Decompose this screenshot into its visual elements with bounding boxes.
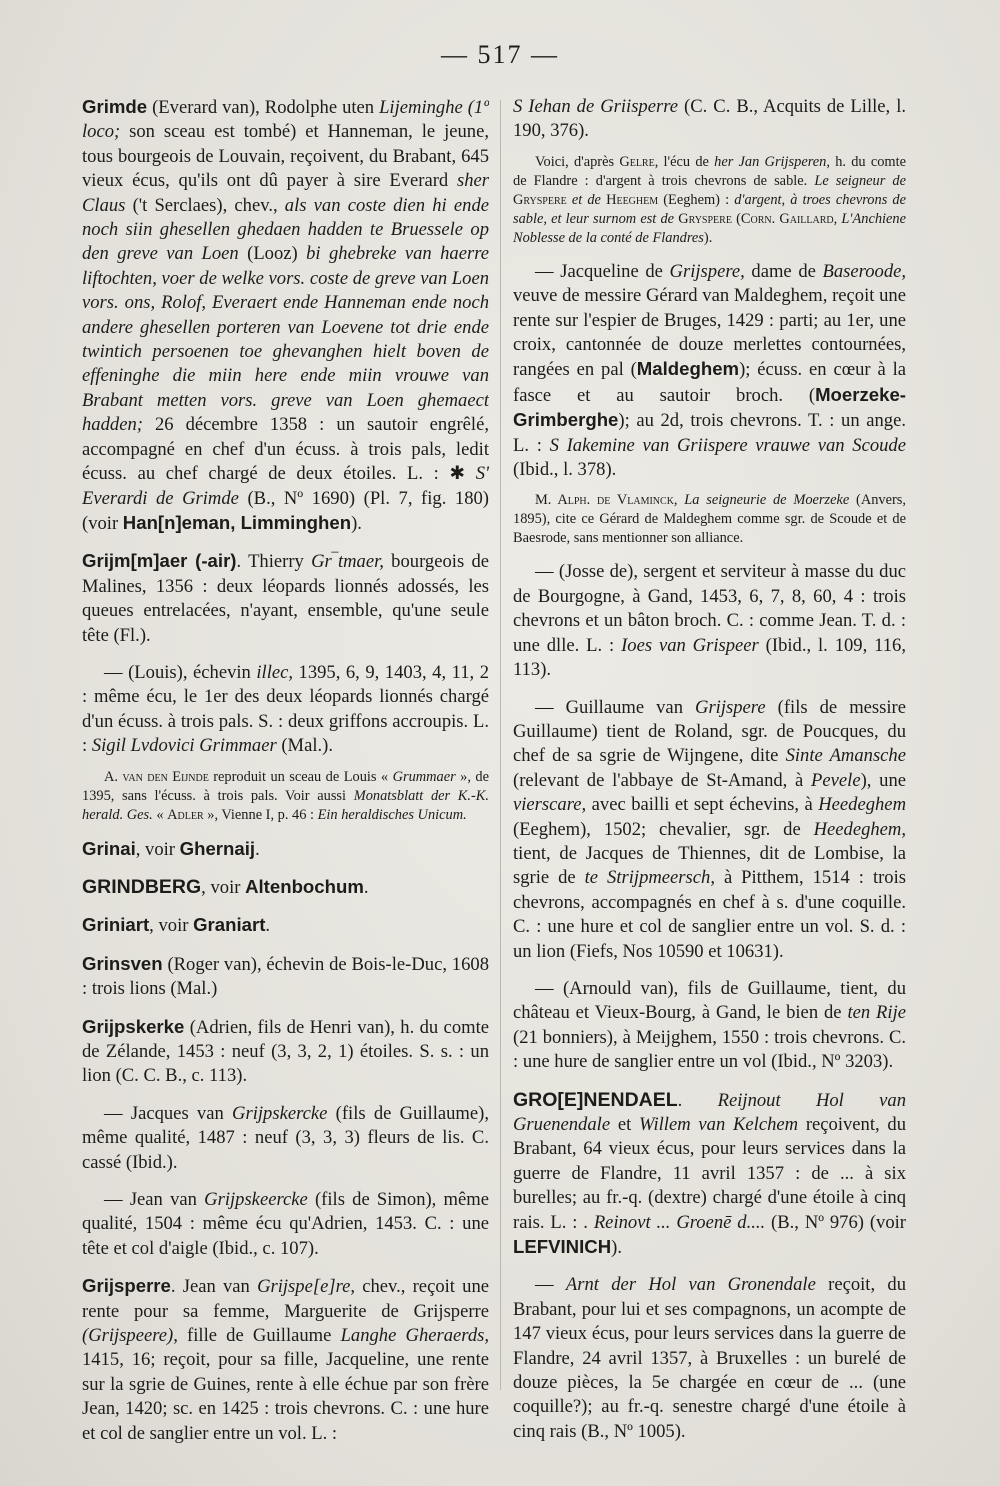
text-run: ). xyxy=(703,229,713,246)
text-run: — (Arnould van), fils de Guillaume, tient, du château et Vieux-Bourg, à Gand, le bien de xyxy=(513,977,906,1024)
text-run: , voir xyxy=(149,915,194,937)
column-divider xyxy=(500,100,501,1390)
text-run: — Jacques van xyxy=(104,1102,233,1124)
entry xyxy=(82,913,489,938)
italic-text: S' Everardi de Grimde xyxy=(82,463,489,509)
text-run: (relevant de l'abbaye de St-Amand, à xyxy=(513,769,812,791)
text-run: (Eeghem) : xyxy=(658,191,735,208)
entry-heading: GRINDBERG xyxy=(82,875,202,898)
entry-heading: Moerzeke-Grimberghe xyxy=(513,383,906,431)
footnote xyxy=(513,153,906,248)
entry-heading: Graniart xyxy=(193,914,266,936)
italic-text: Pevele xyxy=(811,769,861,791)
text-run: reproduit un sceau de Louis « xyxy=(208,768,393,785)
text-run: reçoit, du Brabant, pour lui et ses compagnons, un acompte de 147 vieux écus, pour leurs services dans la guerre de Flandre, 24 avril 1357, à Bruxelles : un burelé de douze pièces, la 5e chargée en cœur de ... (une coquille?); au fr.-q. senestre chargé d'une étoile à cinq rais (B., Nº 1005). xyxy=(513,1274,906,1442)
entry-heading: Grimde xyxy=(82,96,148,117)
entry-heading: Grinai xyxy=(82,837,136,859)
text-run: (fils de Simon), même qualité, 1504 : même écu qu'Adrien, 1453. C. : une tête et col d'aigle (Ibid., c. 107). xyxy=(82,1189,489,1259)
text-run: (Anvers, 1895), cite ce Gérard de Maldeghem comme sgr. de Scoude et de Baesrode, sans mentionner son alliance. xyxy=(513,492,906,547)
footnote xyxy=(513,491,906,548)
italic-text: als van coste dien hi ende noch siin ghesellen ghedaen hadden te Bruessele op den greve van Loen xyxy=(82,194,489,265)
entry-heading: Grijm[m]aer (-air) xyxy=(82,550,237,572)
author-name: A. van den Eijnde xyxy=(104,768,209,785)
text-run: (fils de messire Guillaume) tient de Roland, sgr. de Poucques, du chef de sa sgrie de Wijngene, dite xyxy=(513,696,906,767)
text-run: ); au 2d, trois chevrons. T. : un ange. L. : xyxy=(513,410,906,456)
entry xyxy=(82,549,489,648)
entry xyxy=(513,1088,906,1261)
italic-text: Heedeghem xyxy=(818,794,906,816)
entry-heading: Maldeghem xyxy=(636,358,740,380)
entry-heading: Grijpskerke xyxy=(82,1015,185,1037)
text-run: et xyxy=(610,1114,640,1135)
italic-text: Reijnout Hol van Gruenendale xyxy=(513,1089,906,1135)
italic-text: Grijpskeercke xyxy=(204,1189,308,1211)
italic-text: vierscare, xyxy=(513,794,587,816)
italic-text: Grijspe[e]re, xyxy=(257,1276,356,1298)
text-run: (Ibid., l. 378). xyxy=(513,459,617,481)
entry-heading: Han[n]eman, Limminghen xyxy=(122,511,352,533)
italic-text: Reinovt ... Groenē d.... xyxy=(593,1211,766,1233)
text-run: . xyxy=(255,838,260,860)
text-run: . Thierry xyxy=(236,551,312,573)
italic-text: te Strijpmeersch, xyxy=(584,867,715,889)
text-run: (B., Nº 1690) (Pl. 7, fig. 180) (voir xyxy=(82,487,489,534)
text-run: ). xyxy=(351,512,362,534)
italic-text: Willem van Kelchem xyxy=(639,1114,799,1135)
text-run: ), une xyxy=(860,769,906,791)
author-name: Gelre xyxy=(619,153,655,170)
italic-text: L'Anchiene Noblesse de la conté de Flandres xyxy=(513,210,906,246)
text-run: tient, de Jacques de Thiennes, dit de Lombise, la sgrie de xyxy=(513,842,906,889)
text-run: reçoivent, du Brabant, 64 vieux écus, pour leurs services dans la guerre de Flandre, 11 avril 1357 : de ... à six burelles; au fr.-q. (dextre) chargé d'une étoile à cinq rais. L. : . xyxy=(513,1114,906,1233)
italic-text: Grijspere, xyxy=(669,260,745,282)
italic-text: et de xyxy=(566,191,607,208)
entry xyxy=(82,661,489,759)
text-run: 26 décembre 1358 : un sautoir engrêlé, accompagné en chef d'un écuss. à trois pals, ledit écuss. au chef chargé de deux étoiles. L. : ✱ xyxy=(82,414,489,485)
text-run: chev., reçoit une rente pour sa femme, Marguerite de Grijsperre xyxy=(82,1276,489,1322)
entry-heading: Griniart xyxy=(82,914,150,936)
entry xyxy=(82,875,489,900)
left-column xyxy=(82,95,489,1459)
italic-text: S Iakemine van Griispere vrauwe van Scoude xyxy=(549,434,906,456)
text-run: — Jean van xyxy=(104,1189,205,1211)
right-column xyxy=(513,95,906,1457)
entry xyxy=(82,1015,489,1089)
text-run: (Ibid., l. 109, 116, 113). xyxy=(513,634,906,681)
text-run: son sceau est tombé) et Hanneman, le jeune, tous bourgeois de Louvain, reçoivent, du Brabant, 645 vieux écus, qu'ils ont dû payer à sire Everard xyxy=(82,121,489,192)
entry xyxy=(82,1274,489,1446)
text-run: bourgeois de Malines, 1356 : deux léopards lionnés adossés, les queues entrelacées, n'ayant, ensemble, qu'une seule tête (Fl.). xyxy=(82,551,489,646)
entry-heading: Altenbochum xyxy=(245,875,364,897)
italic-text: bi ghebreke van haerre liftochten, voer de welke vors. coste de greve van Loen vors. ons, Rolof, Everaert ende Hanneman ende noch andere ghesellen porteren van Loevene tot drie ende twintich persoenen toe ghevanghen hielt boven de effeninghe die miin here ende miin vrouwe van Brabant metten vors. greve van Loen ghemaect hadden; xyxy=(82,243,489,436)
text-run: , voir xyxy=(135,838,180,860)
italic-text: sher Claus xyxy=(82,170,489,216)
text-run: Voici, d'après xyxy=(535,153,620,170)
entry-heading: Ghernaij xyxy=(179,837,256,859)
entry xyxy=(82,1188,489,1261)
text-run: (Roger van), échevin de Bois-le-Duc, 1608 : trois lions (Mal.) xyxy=(82,953,489,1000)
italic-text: illec, xyxy=(256,661,294,683)
italic-text: Baseroode, xyxy=(822,260,906,282)
entry-heading: LEFVINICH xyxy=(513,1236,612,1258)
text-run: h. du comte de Flandre : d'argent à trois chevrons de sable. xyxy=(513,153,906,189)
italic-text: Monatsblatt der K.-K. herald. Ges. xyxy=(82,787,489,823)
author-name: Heeghem xyxy=(606,191,659,208)
text-run: (21 bonniers), à Meijghem, 1550 : trois chevrons. C. : une hure de sanglier entre un vol (Ibid., Nº 3203). xyxy=(513,1026,906,1073)
entry xyxy=(513,1273,906,1444)
entry xyxy=(82,95,489,536)
text-run: . xyxy=(363,876,369,898)
text-run: dame de xyxy=(744,260,823,282)
author-name: Gryspere xyxy=(678,210,732,227)
italic-text: Grijpskercke xyxy=(232,1102,328,1124)
text-run: », de 1395, sans l'écuss. à trois pals. Voir aussi xyxy=(82,768,489,804)
italic-text: Arnt der Hol van Gronendale xyxy=(565,1274,816,1296)
entry xyxy=(513,696,906,964)
text-run: . xyxy=(677,1089,718,1111)
text-run: — (Josse de), sergent et serviteur à masse du duc de Bourgogne, à Gand, 1453, 6, 7, 8, 60, 4 : trois chevrons et un bâton broch. C. : comme Jean. T. d. : une dlle. L. : xyxy=(513,561,906,656)
text-run: (Looz) xyxy=(238,243,307,265)
italic-text: Gr‾tmaer, xyxy=(311,551,384,573)
italic-text: (Grijspeere), xyxy=(82,1325,178,1347)
text-run: (Eeghem), 1502; chevalier, sgr. de xyxy=(513,818,814,840)
italic-text: La seigneurie de Moerzeke xyxy=(684,492,850,509)
text-run: veuve de messire Gérard van Maldeghem, reçoit une rente sur l'espier de Bruges, 1429 : parti; au 1er, une croix, cantonnée de douze merlettes contournées, rangées en pal ( xyxy=(513,285,906,381)
author-name: Gryspere xyxy=(513,191,567,208)
text-run: . Jean van xyxy=(170,1276,258,1298)
italic-text: Langhe Gheraerds, xyxy=(340,1325,489,1347)
italic-text: Grijspere xyxy=(695,696,766,718)
italic-text: S Iehan de Griisperre xyxy=(513,96,679,117)
text-run: à Pitthem, 1514 : trois chevrons, accompagnés en chef à s. d'une coquille. C. : une hure et col de sanglier entre un vol. S. d. : un lion (Fiefs, Nos 10590 et 10631). xyxy=(513,867,906,962)
entry xyxy=(513,260,906,483)
text-run: — Guillaume van xyxy=(535,696,696,718)
text-run: 1395, 6, 9, 1403, 4, 11, 2 : même écu, le 1er des deux léopards lionnés chargé d'un écuss. à trois pals. S. : deux griffons accroupis. L. : xyxy=(82,661,489,757)
text-run: ); écuss. en cœur à la fasce et au sautoir broch. ( xyxy=(513,359,906,406)
italic-text: ten Rije xyxy=(847,1002,906,1024)
footnote xyxy=(82,768,489,825)
text-run: fille de Guillaume xyxy=(177,1325,341,1347)
entry xyxy=(82,952,489,1002)
text-run: (Everard van), Rodolphe uten xyxy=(147,97,380,118)
italic-text: Lijeminghe (1º loco; xyxy=(82,97,489,143)
italic-text: Sinte Amansche xyxy=(785,745,906,767)
text-run: », Vienne I, p. 46 : xyxy=(203,806,318,823)
italic-text: Grummaer xyxy=(392,768,456,785)
text-run: , voir xyxy=(201,876,246,898)
entry xyxy=(82,837,489,862)
text-run: 1415, 16; reçoit, pour sa fille, Jacqueline, une rente sur la sgrie de Guines, rente à elle échue par son frère Jean, 1420; sc. en 1425 : trois chevrons. C. : une hure et col de sanglier entre un vol. L. : xyxy=(82,1349,489,1444)
text-run: (fils de Guillaume), même qualité, 1487 : neuf (3, 3, 3) fleurs de lis. C. cassé (Ibid.). xyxy=(82,1102,489,1173)
italic-text: Heedeghem, xyxy=(813,818,906,840)
text-run: « xyxy=(152,806,168,823)
text-run: ('t Serclaes), chev., xyxy=(125,194,285,216)
text-run: — xyxy=(535,1274,566,1296)
italic-text: Ioes van Grispeer xyxy=(621,634,759,656)
italic-text: Le seigneur de xyxy=(814,172,906,189)
italic-text: her Jan Grijsperen, xyxy=(714,153,830,170)
italic-text: d'argent, à troes chevrons de sable, et leur surnom est de xyxy=(513,191,906,227)
text-run: avec bailli et sept échevins, à xyxy=(586,794,819,816)
entry xyxy=(513,95,906,144)
entry xyxy=(513,977,906,1075)
text-run: (Adrien, fils de Henri van), h. du comte de Zélande, 1453 : neuf (3, 3, 2, 1) étoiles. S. s. : un lion (C. C. B., c. 113). xyxy=(82,1016,489,1087)
author-name: (Corn. Gaillard, xyxy=(731,210,842,227)
text-run: , l'écu de xyxy=(654,153,715,170)
page-number: — 517 — xyxy=(441,40,559,69)
author-name: M. Alph. de Vlaminck, xyxy=(535,492,685,509)
text-run: (C. C. B., Acquits de Lille, l. 190, 376). xyxy=(513,96,906,142)
text-run: ). xyxy=(611,1237,622,1259)
italic-text: Ein heraldisches Unicum. xyxy=(317,806,467,823)
entry-heading: Grinsven xyxy=(82,952,163,974)
entry xyxy=(513,560,906,682)
entry-heading: GRO[E]NENDAEL xyxy=(513,1088,678,1111)
text-run: (B., Nº 976) (voir xyxy=(765,1211,906,1233)
text-run: . xyxy=(265,915,271,937)
italic-text: Sigil Lvdovici Grimmaer xyxy=(91,735,277,757)
author-name: Adler xyxy=(167,806,204,823)
entry xyxy=(82,1102,489,1175)
text-run: (Mal.). xyxy=(276,735,333,757)
text-run: — (Louis), échevin xyxy=(104,661,257,683)
text-run: — Jacqueline de xyxy=(535,260,670,282)
entry-heading: Grijsperre xyxy=(82,1275,171,1297)
